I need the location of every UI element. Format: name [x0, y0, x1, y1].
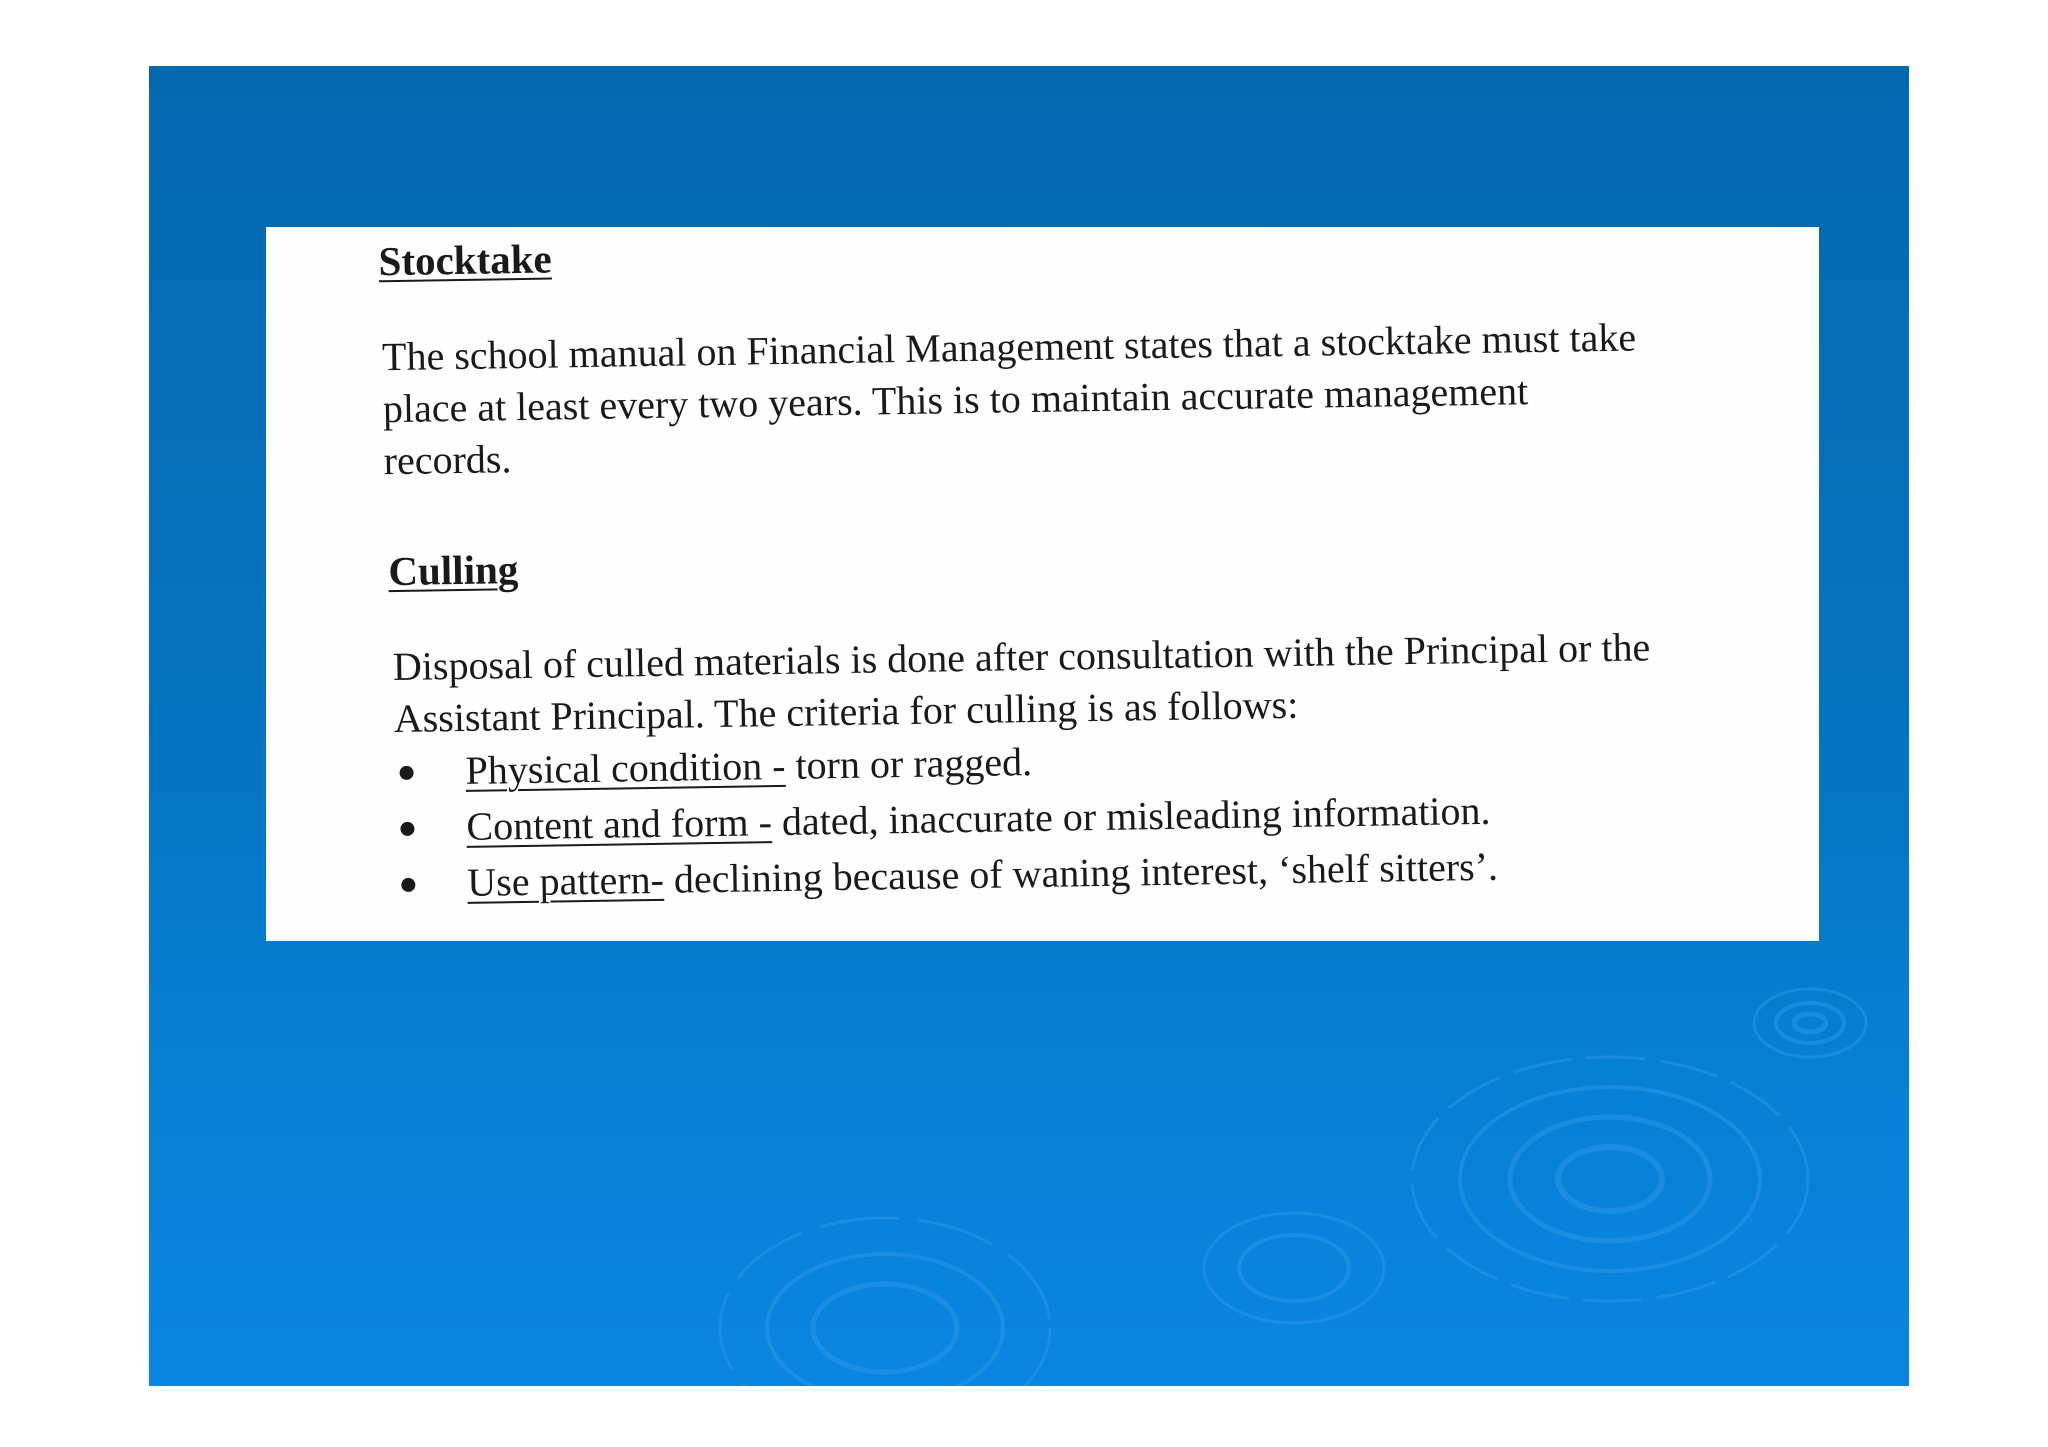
- paragraph-line: place at least every two years. This is to maintain accurate management: [382, 368, 1529, 432]
- criterion-description: torn or ragged.: [785, 739, 1033, 788]
- stocktake-heading: Stocktake: [378, 235, 553, 285]
- culling-heading: Culling: [388, 546, 519, 595]
- list-item: [400, 787, 1491, 856]
- criterion-term: Content and form -: [466, 799, 773, 849]
- list-item: [399, 739, 1033, 800]
- paragraph-line: Assistant Principal. The criteria for culling is as follows:: [393, 681, 1299, 742]
- paragraph-line: The school manual on Financial Management states that a stocktake must take: [381, 314, 1637, 380]
- culling-paragraph: [393, 619, 1774, 745]
- paragraph-line: records.: [383, 436, 512, 484]
- stocktake-paragraph: [382, 310, 1764, 488]
- criterion-term: Use pattern-: [466, 856, 665, 905]
- culling-criteria-list: [399, 739, 1499, 912]
- list-item-text: [465, 734, 1032, 799]
- list-item: [401, 843, 1499, 912]
- criterion-description: dated, inaccurate or misleading information.: [771, 787, 1491, 845]
- criterion-description: declining because of waning interest, ‘shelf sitters’.: [663, 843, 1499, 902]
- criterion-term: Physical condition -: [465, 742, 786, 793]
- slide-background: [149, 66, 1909, 1386]
- document-content: [266, 227, 1819, 941]
- bullet-icon: [399, 766, 413, 780]
- bullet-icon: [400, 822, 414, 836]
- bullet-icon: [401, 878, 415, 892]
- scanned-document-panel: [266, 227, 1819, 941]
- paragraph-line: Disposal of culled materials is done after consultation with the Principal or the: [392, 624, 1651, 690]
